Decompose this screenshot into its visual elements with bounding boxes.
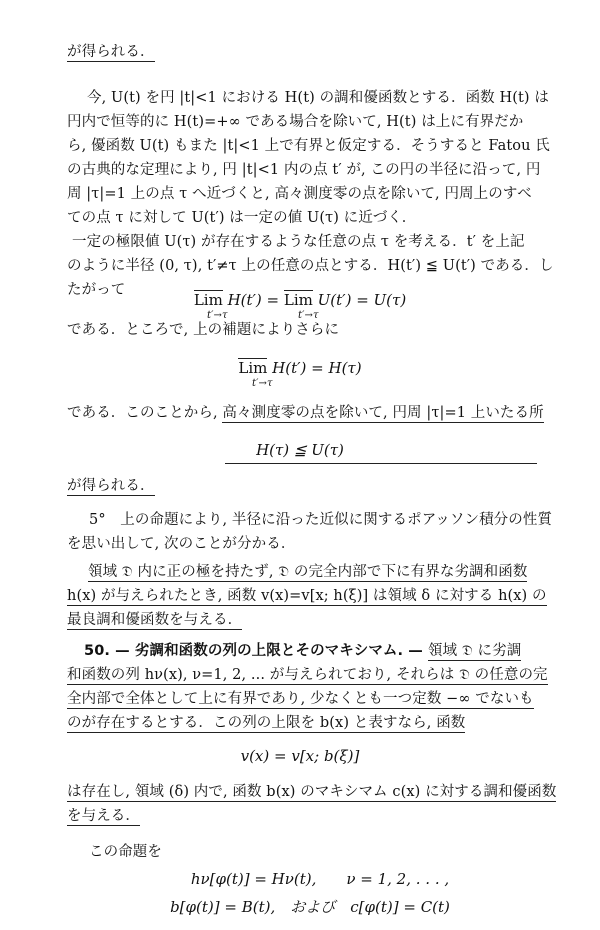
equation-1: Lim H(t′) = Lim U(t′) = U(τ) xyxy=(193,291,407,309)
equation-5: hν[φ(t)] = Hν(t), ν = 1, 2, . . . , xyxy=(190,870,450,888)
equation-6: b[φ(t)] = B(t), および c[φ(t)] = C(t) xyxy=(170,898,450,916)
text-line-18: 最良調和優函数を与える． xyxy=(67,612,243,628)
equation-2: Lim H(t′) = H(τ) xyxy=(238,359,362,377)
text-line-12: である．このことから, 高々測度零の点を除いて, 円周 |τ|=1 上いたる所 xyxy=(67,405,544,421)
text-line-16: 領域 𝔇 内に正の極を持たず, 𝔇 の完全内部で下に有界な劣調和函数 xyxy=(88,564,528,580)
text-line-15: を思い出して, 次のことが分かる． xyxy=(67,536,296,552)
text-line-3: 円内で恒等的に H(t)=+∞ である場合を除いて, H(t) は上に有界だか xyxy=(67,114,524,130)
section-heading-50: 50. — 劣調和函数の列の上限とそのマキシマム. — 領域 𝔇 に劣調 xyxy=(84,643,522,659)
equation-4: v(x) = v[x; b(ξ)] xyxy=(240,747,360,765)
text-line-5: の古典的な定理により, 円 |t|<1 内の点 t′ が, この円の半径に沿って, 円 xyxy=(67,162,541,178)
text-line-22: のが存在するとする．この列の上限を b(x) と表すなら, 函数 xyxy=(67,715,466,731)
equation-2-subscript: t′→τ xyxy=(252,378,273,389)
equation-3: H(τ) ≦ U(τ) xyxy=(256,441,344,459)
text-line-11: である．ところで, 上の補題によりさらに xyxy=(67,322,340,338)
text-line-24: を与える． xyxy=(67,808,140,824)
text-line-4: ら, 優函数 U(t) もまた |t|<1 上で有界と仮定する．そうすると Fatou 氏 xyxy=(67,138,550,154)
text-line-9: のように半径 (0, τ), t′≠τ 上の任意の点とする．H(t′) ≦ U(t′) である．し xyxy=(67,258,554,274)
text-line-2: 今, U(t) を円 |t|<1 における H(t) の調和優函数とする．函数 H(t) は xyxy=(87,90,549,106)
text-line-14: 5° 上の命題により, 半径に沿った近似に関するポアッソン積分の性質 xyxy=(89,512,553,528)
equation-1-subscript-a: t′→τ xyxy=(207,310,228,321)
text-line-17: h(x) が与えられたとき, 函数 v(x)=v[x; h(ξ)] は領域 δ に対する h(x) の xyxy=(67,588,547,604)
text-line-6: 周 |τ|=1 上の点 τ へ近づくと, 高々測度零の点を除いて, 円周上のすべ xyxy=(67,186,532,202)
text-line-7: ての点 τ に対して U(t′) は一定の値 U(τ) に近づく． xyxy=(67,210,417,226)
underline-rule xyxy=(225,463,537,464)
text-line-21: 全内部で全体として上に有界であり, 少なくとも一つ定数 −∞ でないも xyxy=(67,691,534,707)
text-line-23: は存在し, 領域 (δ) 内で, 函数 b(x) のマキシマム c(x) に対する調和優函数 xyxy=(67,784,557,800)
text-line-25: この命題を xyxy=(89,844,162,860)
text-line-10: たがって xyxy=(67,282,126,298)
text-line-13: が得られる． xyxy=(67,478,155,494)
text-line-1: が得られる． xyxy=(67,44,155,60)
text-line-8: 一定の極限値 U(τ) が存在するような任意の点 τ を考える．t′ を上記 xyxy=(72,234,525,250)
equation-1-subscript-b: t′→τ xyxy=(298,310,319,321)
text-line-20: 和函数の列 hν(x), ν=1, 2, ... が与えられており, それらは 𝔇 の任意の完 xyxy=(67,667,548,683)
